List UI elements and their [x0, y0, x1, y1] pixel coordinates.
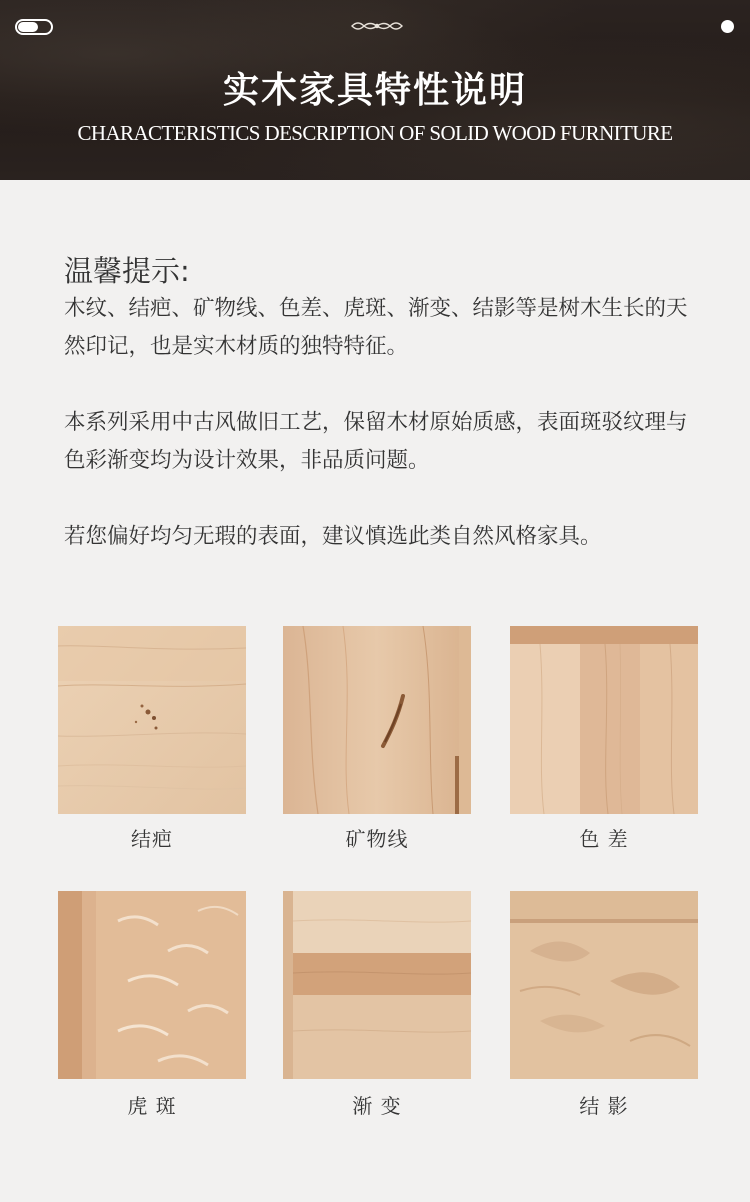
- wood-color-difference-image: [510, 626, 698, 814]
- page-title: 实木家具特性说明: [222, 69, 527, 111]
- notice-paragraph-2: 本系列采用中古风做旧工艺，保留木材原始质感，表面斑驳纹理与色彩渐变均为设计效果，非品质问题。: [64, 410, 688, 473]
- sample-label-color-difference: 色 差: [579, 827, 629, 851]
- page-subtitle: CHARACTERISTICS DESCRIPTION OF SOLID WOOD FURNITURE: [77, 121, 673, 145]
- sample-label-tiger-stripe: 虎 斑: [127, 1094, 177, 1118]
- menu-dot-button[interactable]: [721, 20, 734, 33]
- wood-mineral-line-image: [283, 626, 471, 814]
- header-banner: [0, 0, 750, 180]
- wood-knot-shadow-image: [510, 891, 698, 1079]
- notice-paragraph-3: 若您偏好均匀无瑕的表面，建议慎选此类自然风格家具。: [64, 524, 602, 549]
- wood-knot-image: [58, 626, 246, 814]
- sample-label-knot: 结疤: [131, 827, 173, 851]
- sample-label-mineral-line: 矿物线: [345, 827, 409, 851]
- wood-tiger-stripe-image: [58, 891, 246, 1079]
- toggle-knob: [18, 22, 38, 32]
- sample-label-gradient: 渐 变: [352, 1094, 402, 1118]
- notice-paragraph-1: 木纹、结疤、矿物线、色差、虎斑、渐变、结影等是树木生长的天然印记，也是实木材质的独特特征。: [64, 296, 688, 359]
- sample-label-knot-shadow: 结 影: [579, 1094, 629, 1118]
- ornament-icon: [350, 18, 404, 34]
- toggle-switch[interactable]: [15, 19, 53, 35]
- notice-title: 温馨提示:: [64, 254, 190, 288]
- wood-gradient-image: [283, 891, 471, 1079]
